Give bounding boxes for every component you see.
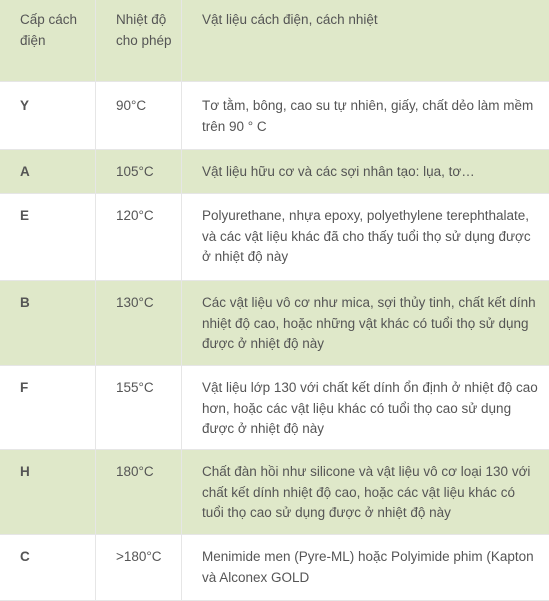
table-row — [0, 450, 549, 535]
grade-cell: F — [0, 366, 96, 449]
grade-cell: H — [0, 450, 96, 534]
material-cell: Vật liệu hữu cơ và các sợi nhân tạo: lụa, tơ… — [202, 164, 475, 179]
header-materials: Vật liệu cách điện, cách nhiệt — [202, 12, 378, 27]
temperature-cell: 155°C — [96, 366, 182, 449]
temperature-cell: >180°C — [96, 535, 182, 600]
material-cell: Các vật liệu vô cơ như mica, sợi thủy tinh, chất kết dính nhiệt độ cao, hoặc những vật khác có tuổi thọ sử dụng được ở nhiệt độ này — [202, 295, 536, 351]
material-cell: Vật liệu lớp 130 với chất kết dính ổn định ở nhiệt độ cao hơn, hoặc các vật liệu khác có tuổi thọ cao sử dụng được ở nhiệt độ này — [202, 380, 538, 436]
grade-cell: Y — [0, 82, 96, 149]
material-cell: Menimide men (Pyre-ML) hoặc Polyimide phim (Kapton và Alconex GOLD — [202, 549, 534, 585]
grade-cell: E — [0, 194, 96, 280]
table-row — [0, 150, 549, 194]
grade-cell: C — [0, 535, 96, 600]
temperature-cell: 180°C — [96, 450, 182, 534]
table-header-row — [0, 0, 549, 82]
material-cell: Chất đàn hồi như silicone và vật liệu vô cơ loại 130 với chất kết dính nhiệt độ cao, hoặc các vật liệu khác có tuổi thọ cao sử dụng được ở nhiệt độ này — [202, 464, 531, 520]
header-allowed-temperature: Nhiệt độ cho phép — [96, 0, 182, 81]
table-row — [0, 535, 549, 601]
grade-cell: A — [0, 150, 96, 193]
header-insulation-class: Cấp cách điện — [0, 0, 96, 81]
temperature-cell: 130°C — [96, 281, 182, 365]
table-row — [0, 366, 549, 450]
table-row — [0, 82, 549, 150]
material-cell: Polyurethane, nhựa epoxy, polyethylene terephthalate, và các vật liệu khác đã cho thấy tuổi thọ sử dụng được ở nhiệt độ này — [202, 208, 531, 264]
material-cell: Tơ tằm, bông, cao su tự nhiên, giấy, chất dẻo làm mềm trên 90 ° C — [202, 98, 534, 134]
grade-cell: B — [0, 281, 96, 365]
table-row — [0, 194, 549, 281]
temperature-cell: 105°C — [96, 150, 182, 193]
temperature-cell: 120°C — [96, 194, 182, 280]
temperature-cell: 90°C — [96, 82, 182, 149]
table-row — [0, 281, 549, 366]
